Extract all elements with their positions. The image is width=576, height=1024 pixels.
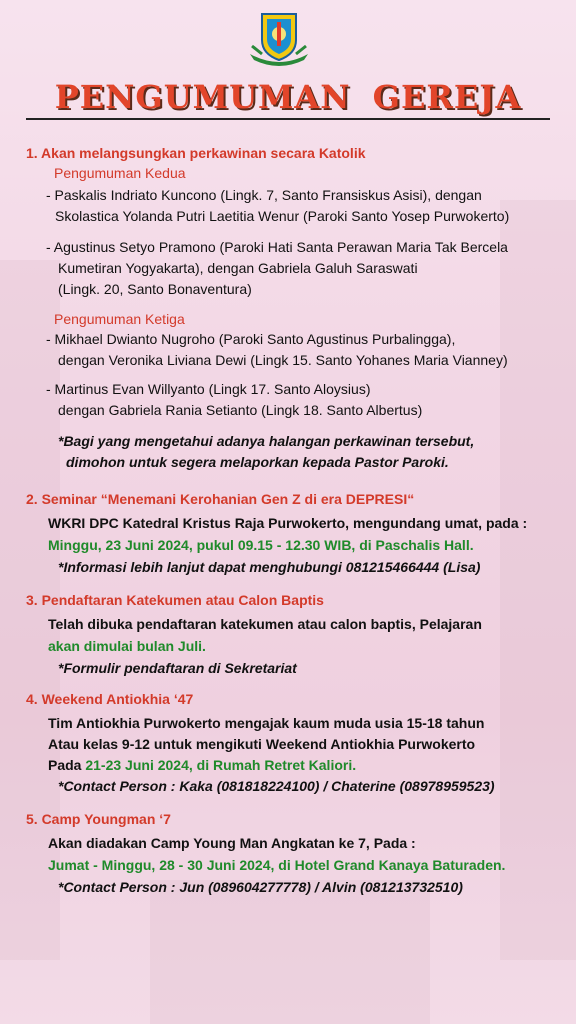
section-3-heading: 3. Pendaftaran Katekumen atau Calon Baptis [26,592,324,608]
section-1-heading: 1. Akan melangsungkan perkawinan secara Katolik [26,145,366,161]
section-3-line-1: Telah dibuka pendaftaran katekumen atau calon baptis, Pelajaran [48,616,482,632]
section-4-heading: 4. Weekend Antiokhia ‘47 [26,691,194,707]
section-4-line-3-prefix: Pada [48,757,86,773]
couple-3-line-2: dengan Veronika Liviana Dewi (Lingk 15. Santo Yohanes Maria Vianney) [58,352,508,368]
title-divider [26,118,550,120]
section-5-note: *Contact Person : Jun (089604277778) / Alvin (081213732510) [58,879,463,895]
couple-3-line-1: - Mikhael Dwianto Nugroho (Paroki Santo Agustinus Purbalingga), [46,331,456,347]
section-5-heading: 5. Camp Youngman ‘7 [26,811,171,827]
section-4-line-3 [48,755,356,777]
section-1-note-line-2: dimohon untuk segera melaporkan kepada Pastor Paroki. [66,454,449,470]
page-title: PENGUMUMAN GEREJA [54,78,522,116]
section-2-line-2: Minggu, 23 Juni 2024, pukul 09.15 - 12.30 WIB, di Paschalis Hall. [48,537,474,553]
couple-1-line-2: Skolastica Yolanda Putri Laetitia Wenur (Paroki Santo Yosep Purwokerto) [55,208,510,224]
section-3-line-2: akan dimulai bulan Juli. [48,638,206,654]
section-1-note-line-1: *Bagi yang mengetahui adanya halangan perkawinan tersebut, [58,433,475,449]
section-2-heading: 2. Seminar “Menemani Kerohanian Gen Z di era DEPRESI“ [26,491,415,507]
section-2-line-1: WKRI DPC Katedral Kristus Raja Purwokerto, mengundang umat, pada : [48,515,528,531]
couple-2-line-2: Kumetiran Yogyakarta), dengan Gabriela Galuh Saraswati [58,260,418,276]
section-1-sub-kedua: Pengumuman Kedua [54,165,186,181]
section-5-line-2: Jumat - Minggu, 28 - 30 Juni 2024, di Hotel Grand Kanaya Baturaden. [48,857,506,873]
section-5-line-1: Akan diadakan Camp Young Man Angkatan ke 7, Pada : [48,835,416,851]
couple-4-line-2: dengan Gabriela Rania Setianto (Lingk 18. Santo Albertus) [58,402,423,418]
couple-2-line-3: (Lingk. 20, Santo Bonaventura) [58,281,252,297]
couple-2-line-1: - Agustinus Setyo Pramono (Paroki Hati Santa Perawan Maria Tak Bercela [46,239,508,255]
section-4-line-3-highlight: 21-23 Juni 2024, di Rumah Retret Kaliori. [85,757,357,773]
section-1-sub-ketiga: Pengumuman Ketiga [54,311,185,327]
background-gate [150,880,430,1024]
section-4-line-1: Tim Antiokhia Purwokerto mengajak kaum muda usia 15-18 tahun [48,715,485,731]
section-2-note: *Informasi lebih lanjut dapat menghubungi 081215466444 (Lisa) [58,559,481,575]
couple-4-line-1: - Martinus Evan Willyanto (Lingk 17. Santo Aloysius) [46,381,371,397]
section-4-note: *Contact Person : Kaka (081818224100) / Chaterine (08978959523) [58,778,495,794]
section-3-note: *Formulir pendaftaran di Sekretariat [58,660,297,676]
diocese-crest-icon [248,10,310,66]
couple-1-line-1: - Paskalis Indriato Kuncono (Lingk. 7, Santo Fransiskus Asisi), dengan [46,187,482,203]
section-4-line-2: Atau kelas 9-12 untuk mengikuti Weekend Antiokhia Purwokerto [48,736,476,752]
background-building-right [500,200,576,960]
